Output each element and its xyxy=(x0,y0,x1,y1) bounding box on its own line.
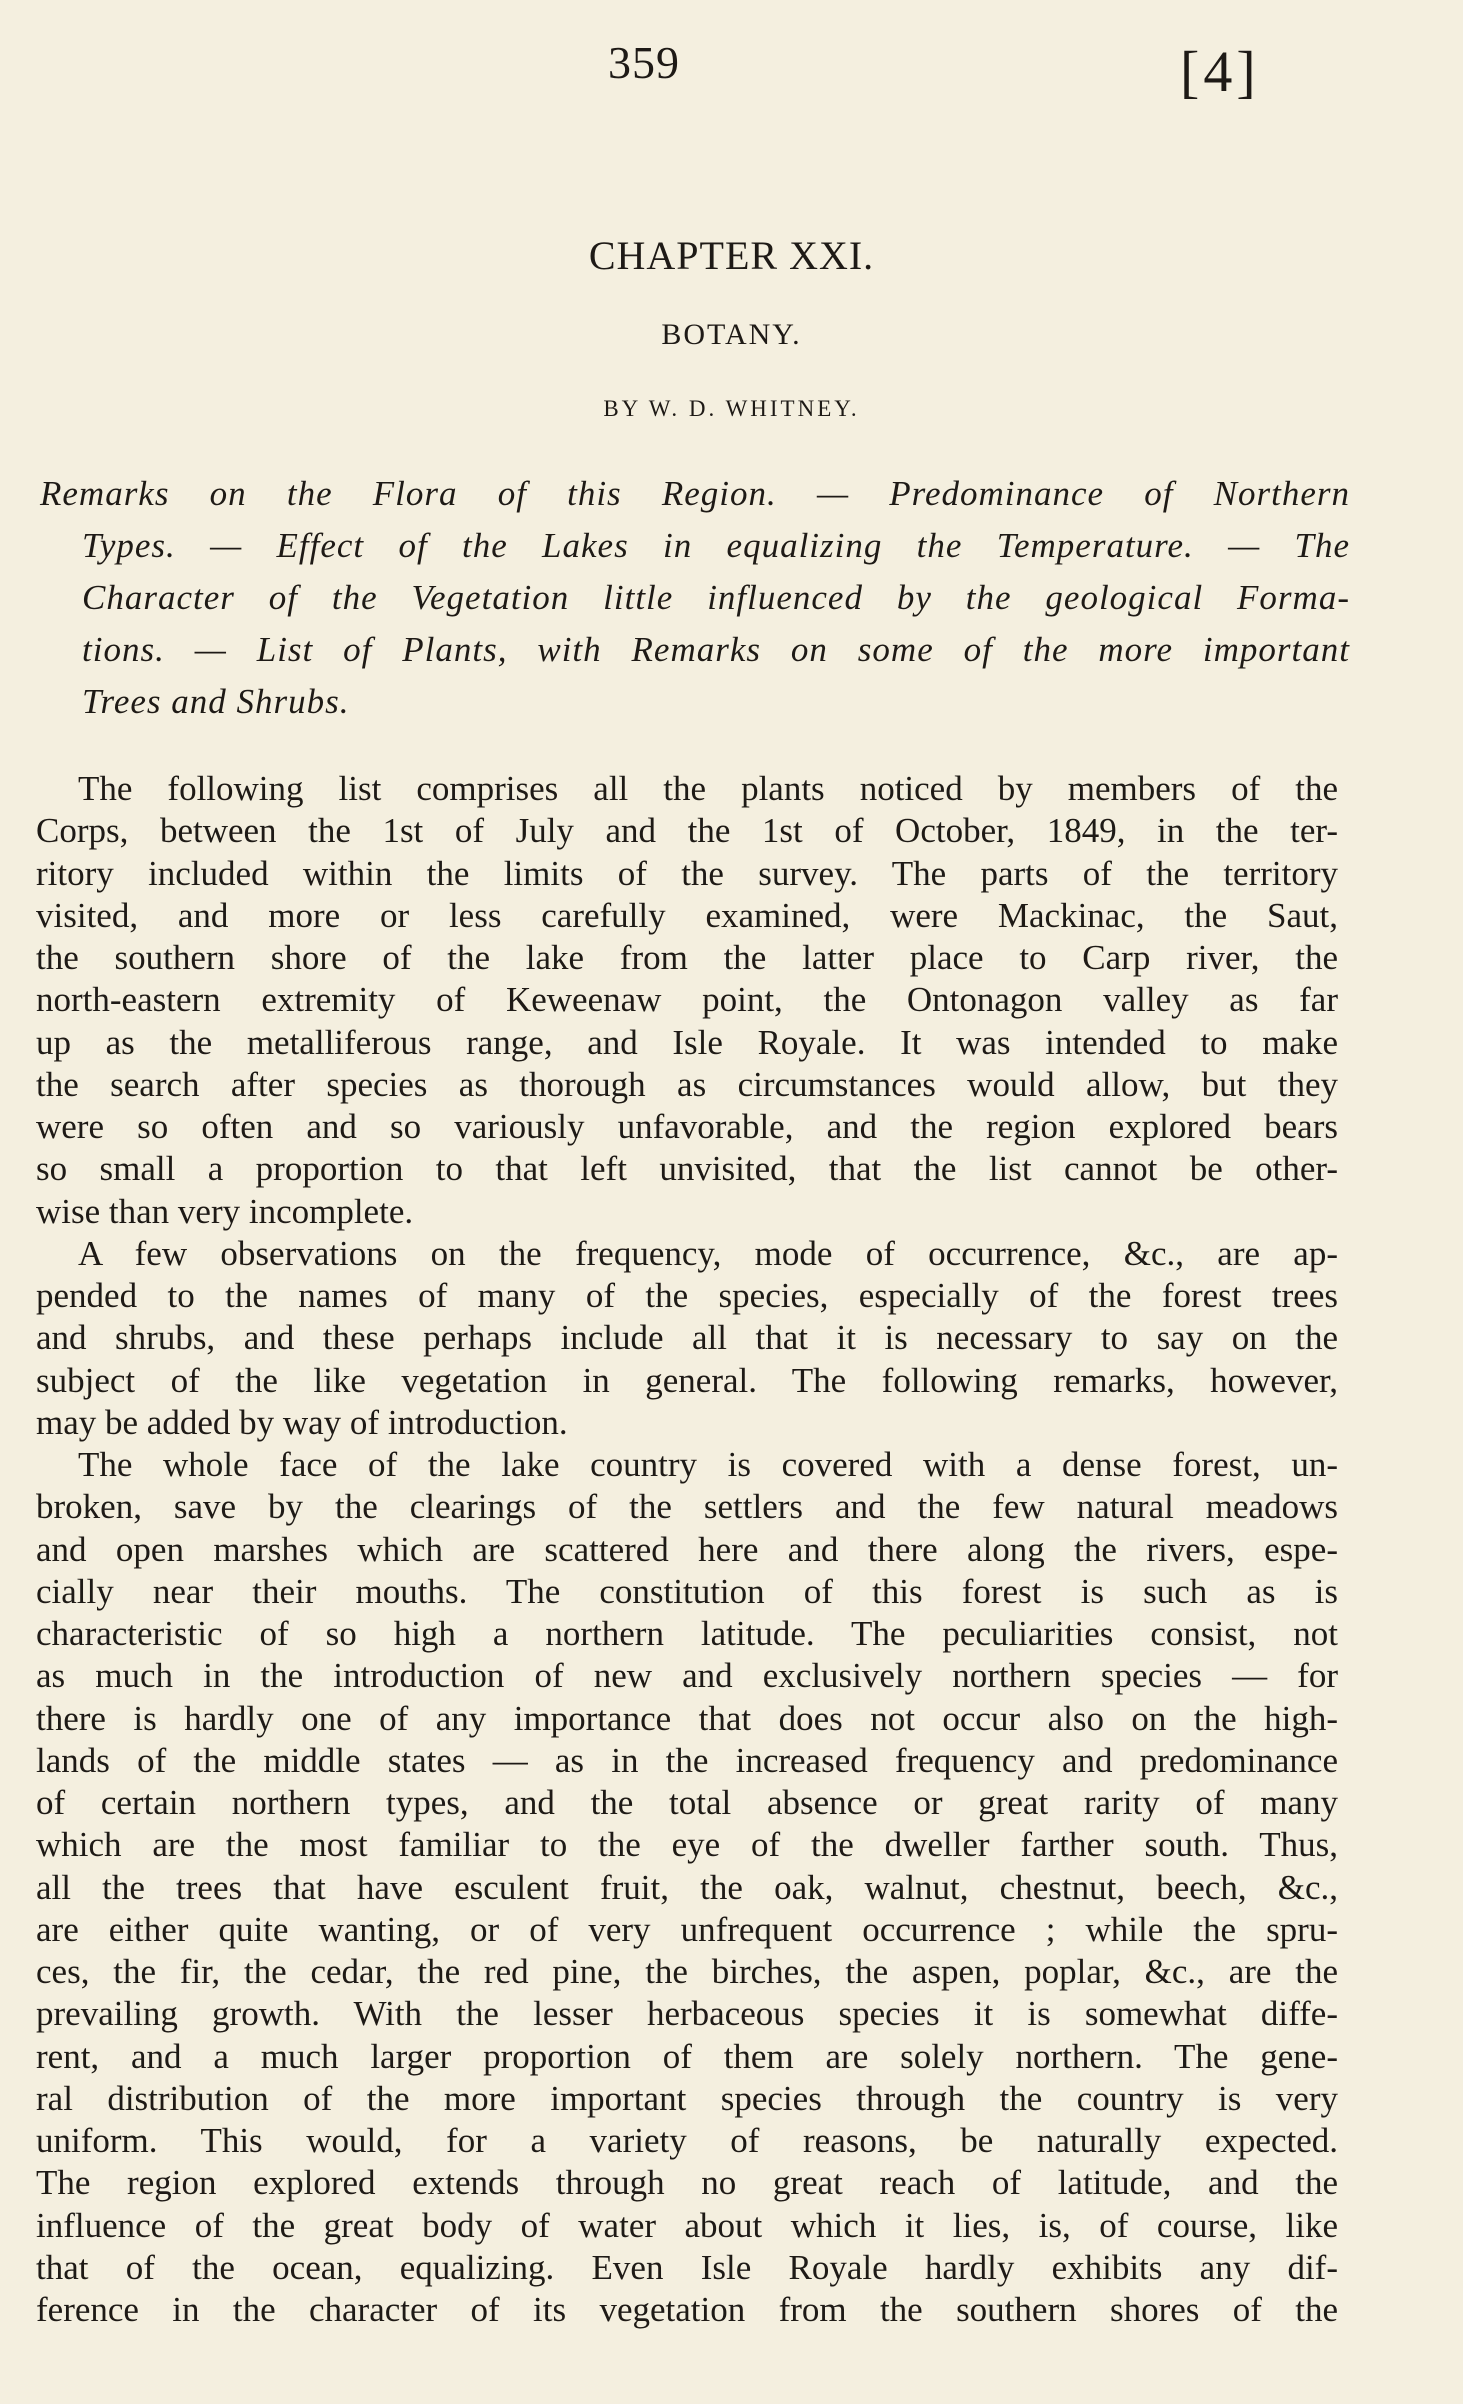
paragraph-line: uniform. This would, for a variety of reasons, be naturally expected. xyxy=(36,2121,1338,2160)
paragraph-line: cially near their mouths. The constitution of this forest is such as is xyxy=(36,1571,1338,1611)
paragraph-line: pended to the names of many of the species, especially of the forest trees xyxy=(36,1276,1338,1315)
body-text xyxy=(36,768,1338,2331)
paragraph-line: ritory included within the limits of the survey. The parts of the territory xyxy=(36,853,1338,893)
paragraph-line: ces, the fir, the cedar, the red pine, the birches, the aspen, poplar, &c., are the xyxy=(36,1952,1338,1991)
paragraph-line: the search after species as thorough as circumstances would allow, but they xyxy=(36,1064,1338,1104)
paragraph-line: were so often and so variously unfavorable, and the region explored bears xyxy=(36,1107,1338,1146)
paragraph-line: and open marshes which are scattered here and there along the rivers, espe- xyxy=(36,1529,1338,1569)
paragraph-line: so small a proportion to that left unvisited, that the list cannot be other- xyxy=(36,1149,1338,1189)
paragraph-line: The whole face of the lake country is covered with a dense forest, un- xyxy=(78,1445,1338,1484)
paragraph-line: up as the metalliferous range, and Isle Royale. It was intended to make xyxy=(36,1022,1338,1062)
paragraph-line: all the trees that have esculent fruit, the oak, walnut, chestnut, beech, &c., xyxy=(36,1867,1338,1907)
summary-line: Character of the Vegetation little influenced by the geological Forma- xyxy=(82,578,1350,617)
paragraph-line: Corps, between the 1st of July and the 1st of October, 1849, in the ter- xyxy=(36,811,1338,851)
paragraph-line: A few observations on the frequency, mode of occurrence, &c., are ap- xyxy=(78,1233,1338,1273)
paragraph-line: which are the most familiar to the eye of the dweller farther south. Thus, xyxy=(36,1825,1338,1865)
paragraph-line: as much in the introduction of new and exclusively northern species — for xyxy=(36,1656,1338,1696)
paragraph-line: characteristic of so high a northern latitude. The peculiarities consist, not xyxy=(36,1614,1338,1653)
paragraph-line: The region explored extends through no great reach of latitude, and the xyxy=(36,2163,1338,2203)
paragraph-line: visited, and more or less carefully examined, were Mackinac, the Saut, xyxy=(36,895,1338,935)
paragraph-line: are either quite wanting, or of very unfrequent occurrence ; while the spru- xyxy=(36,1909,1338,1949)
paragraph-line: the southern shore of the lake from the latter place to Carp river, the xyxy=(36,938,1338,977)
paragraph-line: broken, save by the clearings of the settlers and the few natural meadows xyxy=(36,1487,1338,1527)
paragraph-line: and shrubs, and these perhaps include all that it is necessary to say on the xyxy=(36,1318,1338,1358)
paragraph-line: subject of the like vegetation in general. The following remarks, however, xyxy=(36,1360,1338,1400)
summary-line: Trees and Shrubs. xyxy=(82,682,350,721)
summary-line: Remarks on the Flora of this Region. — Predominance of Northern xyxy=(40,474,1350,513)
page-number: 359 xyxy=(608,37,680,88)
paragraph-line: rent, and a much larger proportion of them are solely northern. The gene- xyxy=(36,2036,1338,2076)
paragraph-line: lands of the middle states — as in the increased frequency and predominance xyxy=(36,1740,1338,1780)
chapter-summary xyxy=(40,468,1350,728)
paragraph-line: of certain northern types, and the total absence or great rarity of many xyxy=(36,1783,1338,1822)
paragraph-line: there is hardly one of any importance that does not occur also on the high- xyxy=(36,1698,1338,1738)
paragraph-line: wise than very incomplete. xyxy=(36,1191,414,1231)
paragraph-line: ference in the character of its vegetation from the southern shores of the xyxy=(36,2290,1338,2329)
signature-mark: [4] xyxy=(1180,39,1260,104)
chapter-title: CHAPTER XXI. xyxy=(588,233,875,278)
summary-line: Types. — Effect of the Lakes in equalizing the Temperature. — The xyxy=(82,526,1350,565)
chapter-subject: BOTANY. xyxy=(661,318,802,351)
paragraph-line: ral distribution of the more important species through the country is very xyxy=(36,2078,1338,2118)
summary-line: tions. — List of Plants, with Remarks on some of the more important xyxy=(82,630,1350,669)
paragraph-line: north-eastern extremity of Keweenaw point, the Ontonagon valley as far xyxy=(36,980,1338,1020)
paragraph-line: may be added by way of introduction. xyxy=(36,1402,568,1442)
chapter-author: BY W. D. WHITNEY. xyxy=(603,396,860,421)
paragraph-line: prevailing growth. With the lesser herbaceous species it is somewhat diffe- xyxy=(36,1994,1338,2034)
paragraph-line: influence of the great body of water about which it lies, is, of course, like xyxy=(36,2205,1338,2245)
paragraph-line: that of the ocean, equalizing. Even Isle Royale hardly exhibits any dif- xyxy=(36,2247,1338,2287)
paragraph-line: The following list comprises all the plants noticed by members of the xyxy=(78,769,1338,808)
